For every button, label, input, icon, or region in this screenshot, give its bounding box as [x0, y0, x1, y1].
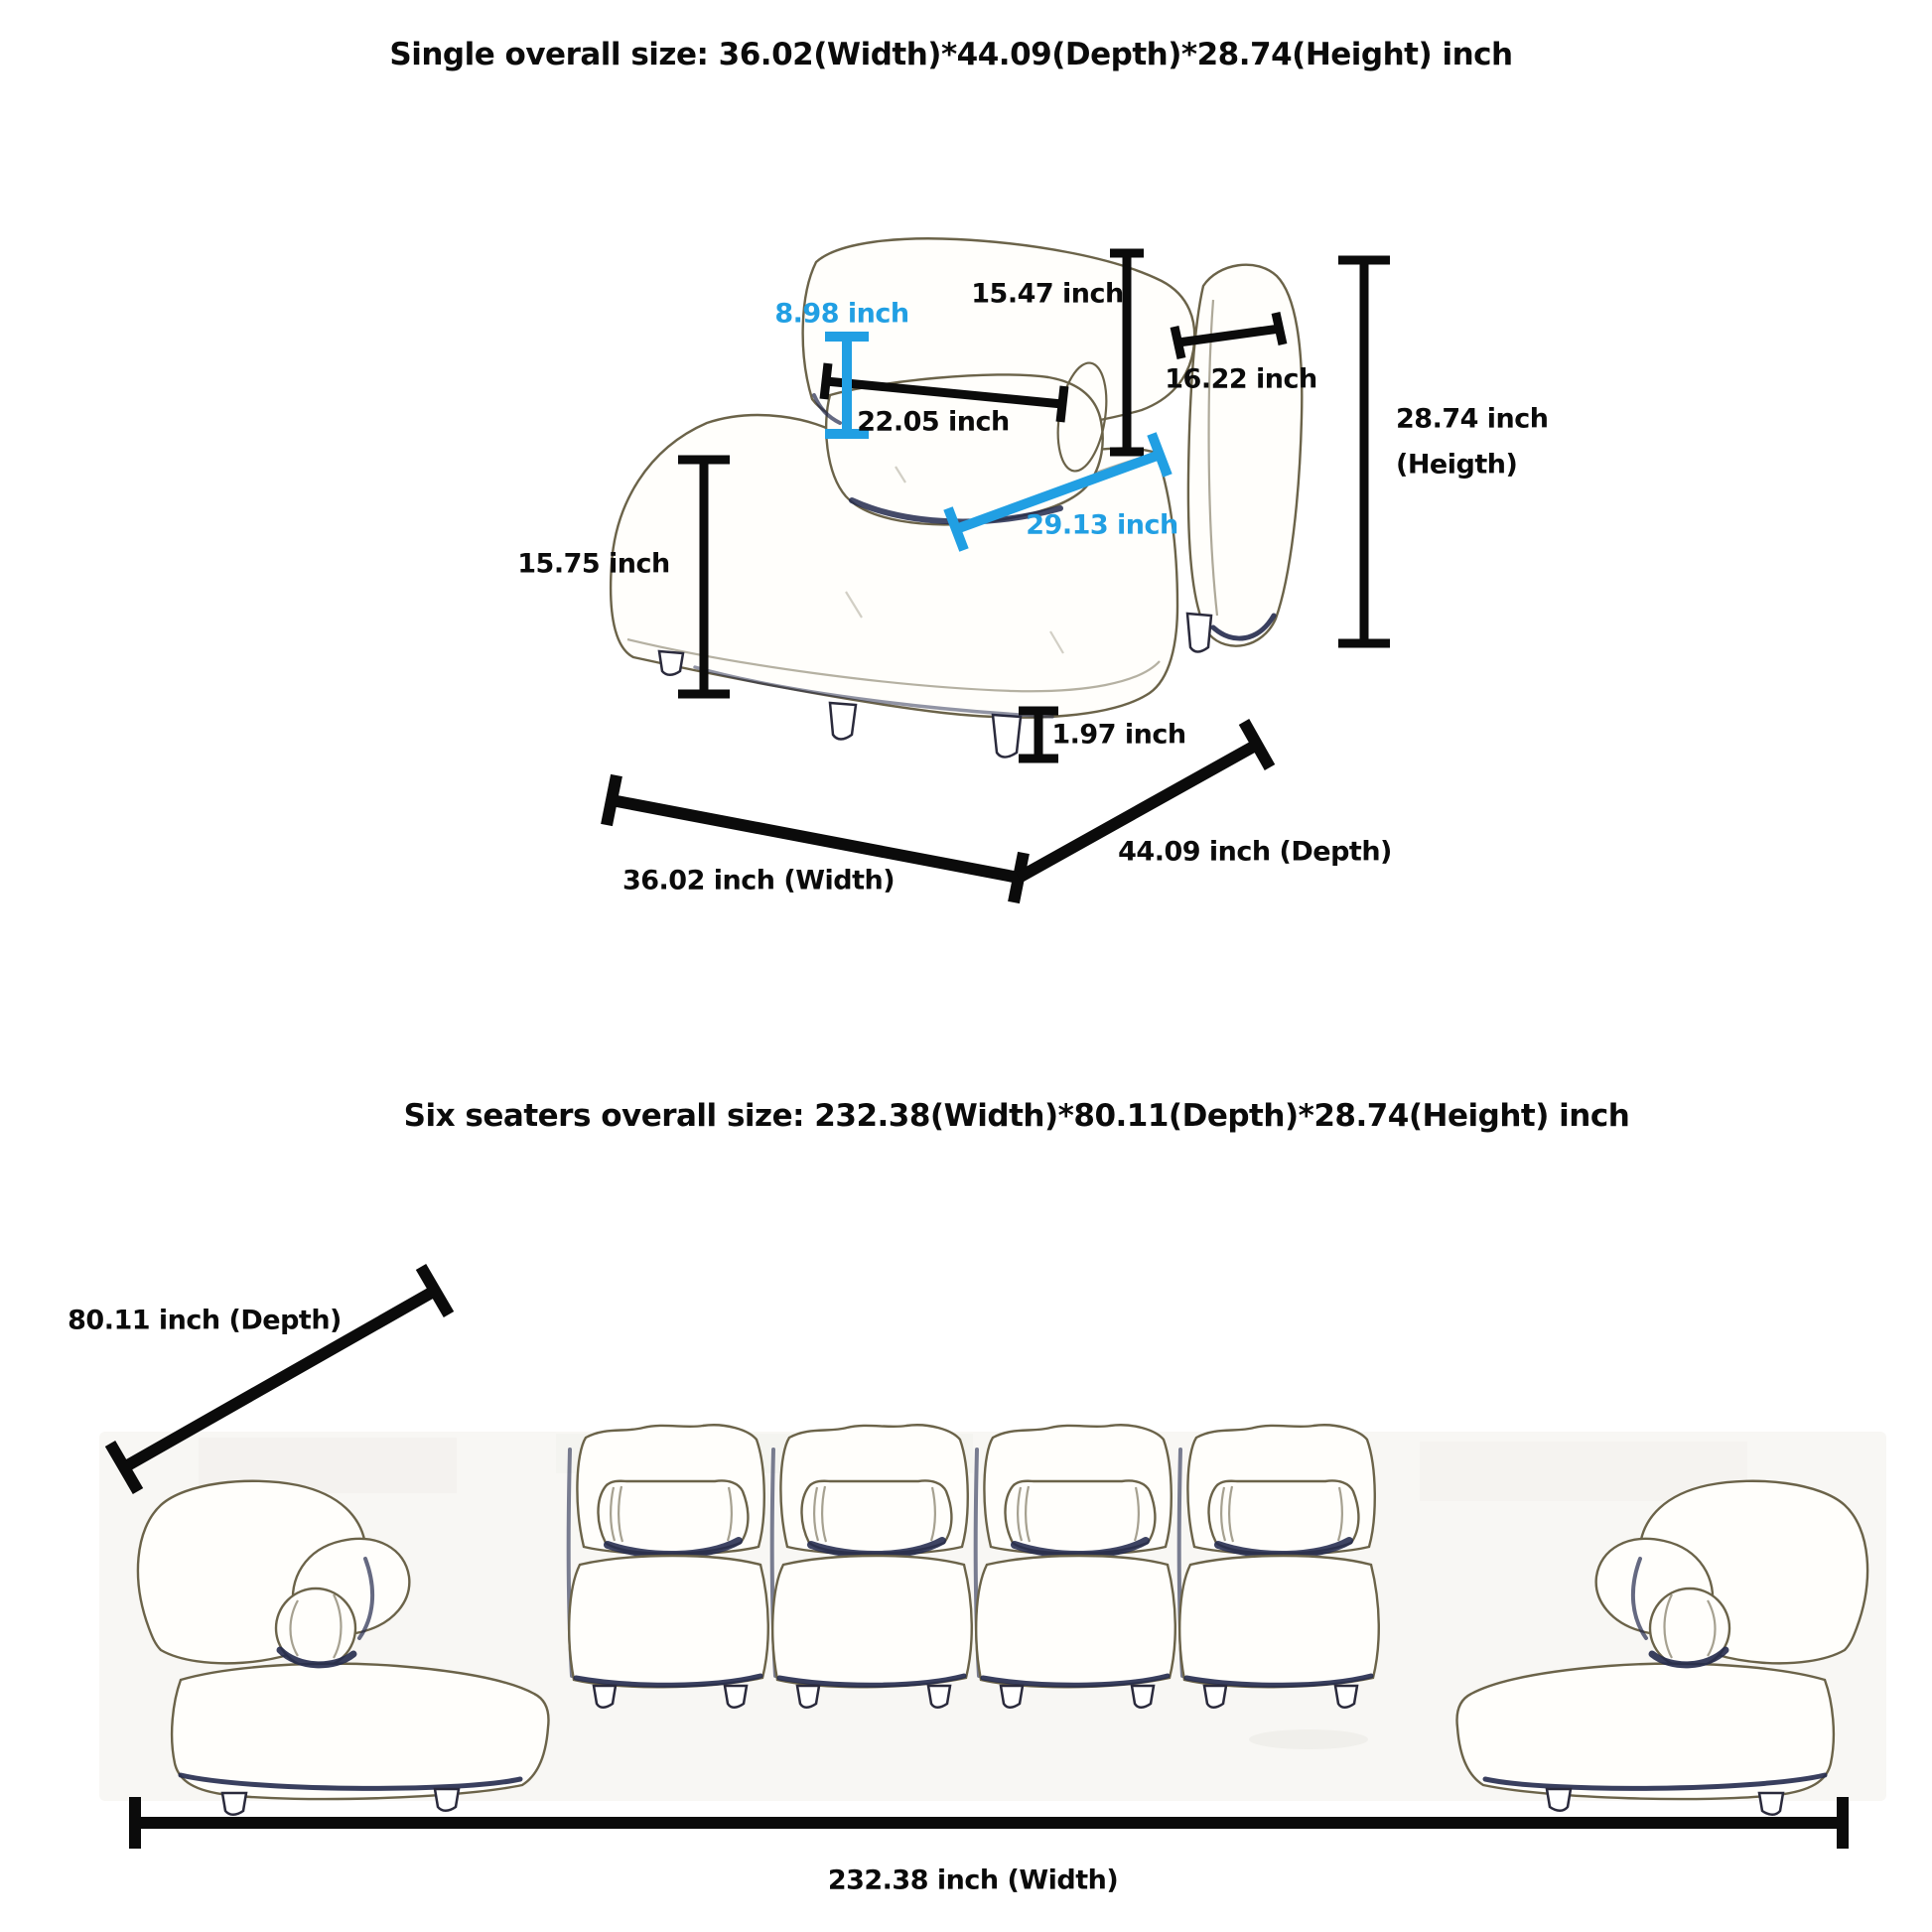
sofa-middle-unit-2 — [772, 1425, 972, 1707]
dim-label-overall-height-caption: (Heigth) — [1396, 449, 1518, 481]
dim-label-back-cushion-height: 15.47 inch — [971, 278, 1124, 310]
sofa-middle-unit-3 — [976, 1425, 1175, 1707]
dim-label-pillow-length: 22.05 inch — [857, 406, 1010, 438]
dim-label-seat-depth-diagonal: 29.13 inch — [1026, 509, 1178, 541]
dim-label-backrest-width: 16.22 inch — [1165, 363, 1317, 395]
dim-label-leg-height: 1.97 inch — [1051, 719, 1186, 751]
dim-label-single-depth: 44.09 inch (Depth) — [1118, 836, 1392, 868]
single-size-title: Single overall size: 36.02(Width)*44.09(Depth)*28.74(Height) inch — [389, 37, 1513, 72]
dim-label-seat-height: 15.75 inch — [517, 548, 670, 580]
dim-label-six-depth: 80.11 inch (Depth) — [68, 1305, 342, 1336]
sofa-middle-unit-1 — [569, 1425, 768, 1707]
dim-label-six-width: 232.38 inch (Width) — [827, 1864, 1119, 1896]
six-seater-size-title: Six seaters overall size: 232.38(Width)*80.11(Depth)*28.74(Height) inch — [403, 1098, 1630, 1134]
sofa-middle-unit-4 — [1179, 1425, 1379, 1707]
dim-label-single-width: 36.02 inch (Width) — [621, 865, 896, 897]
dim-label-overall-height: 28.74 inch — [1396, 403, 1549, 435]
dim-label-pillow-height: 8.98 inch — [774, 298, 909, 330]
single-chair-sketch — [611, 238, 1302, 757]
